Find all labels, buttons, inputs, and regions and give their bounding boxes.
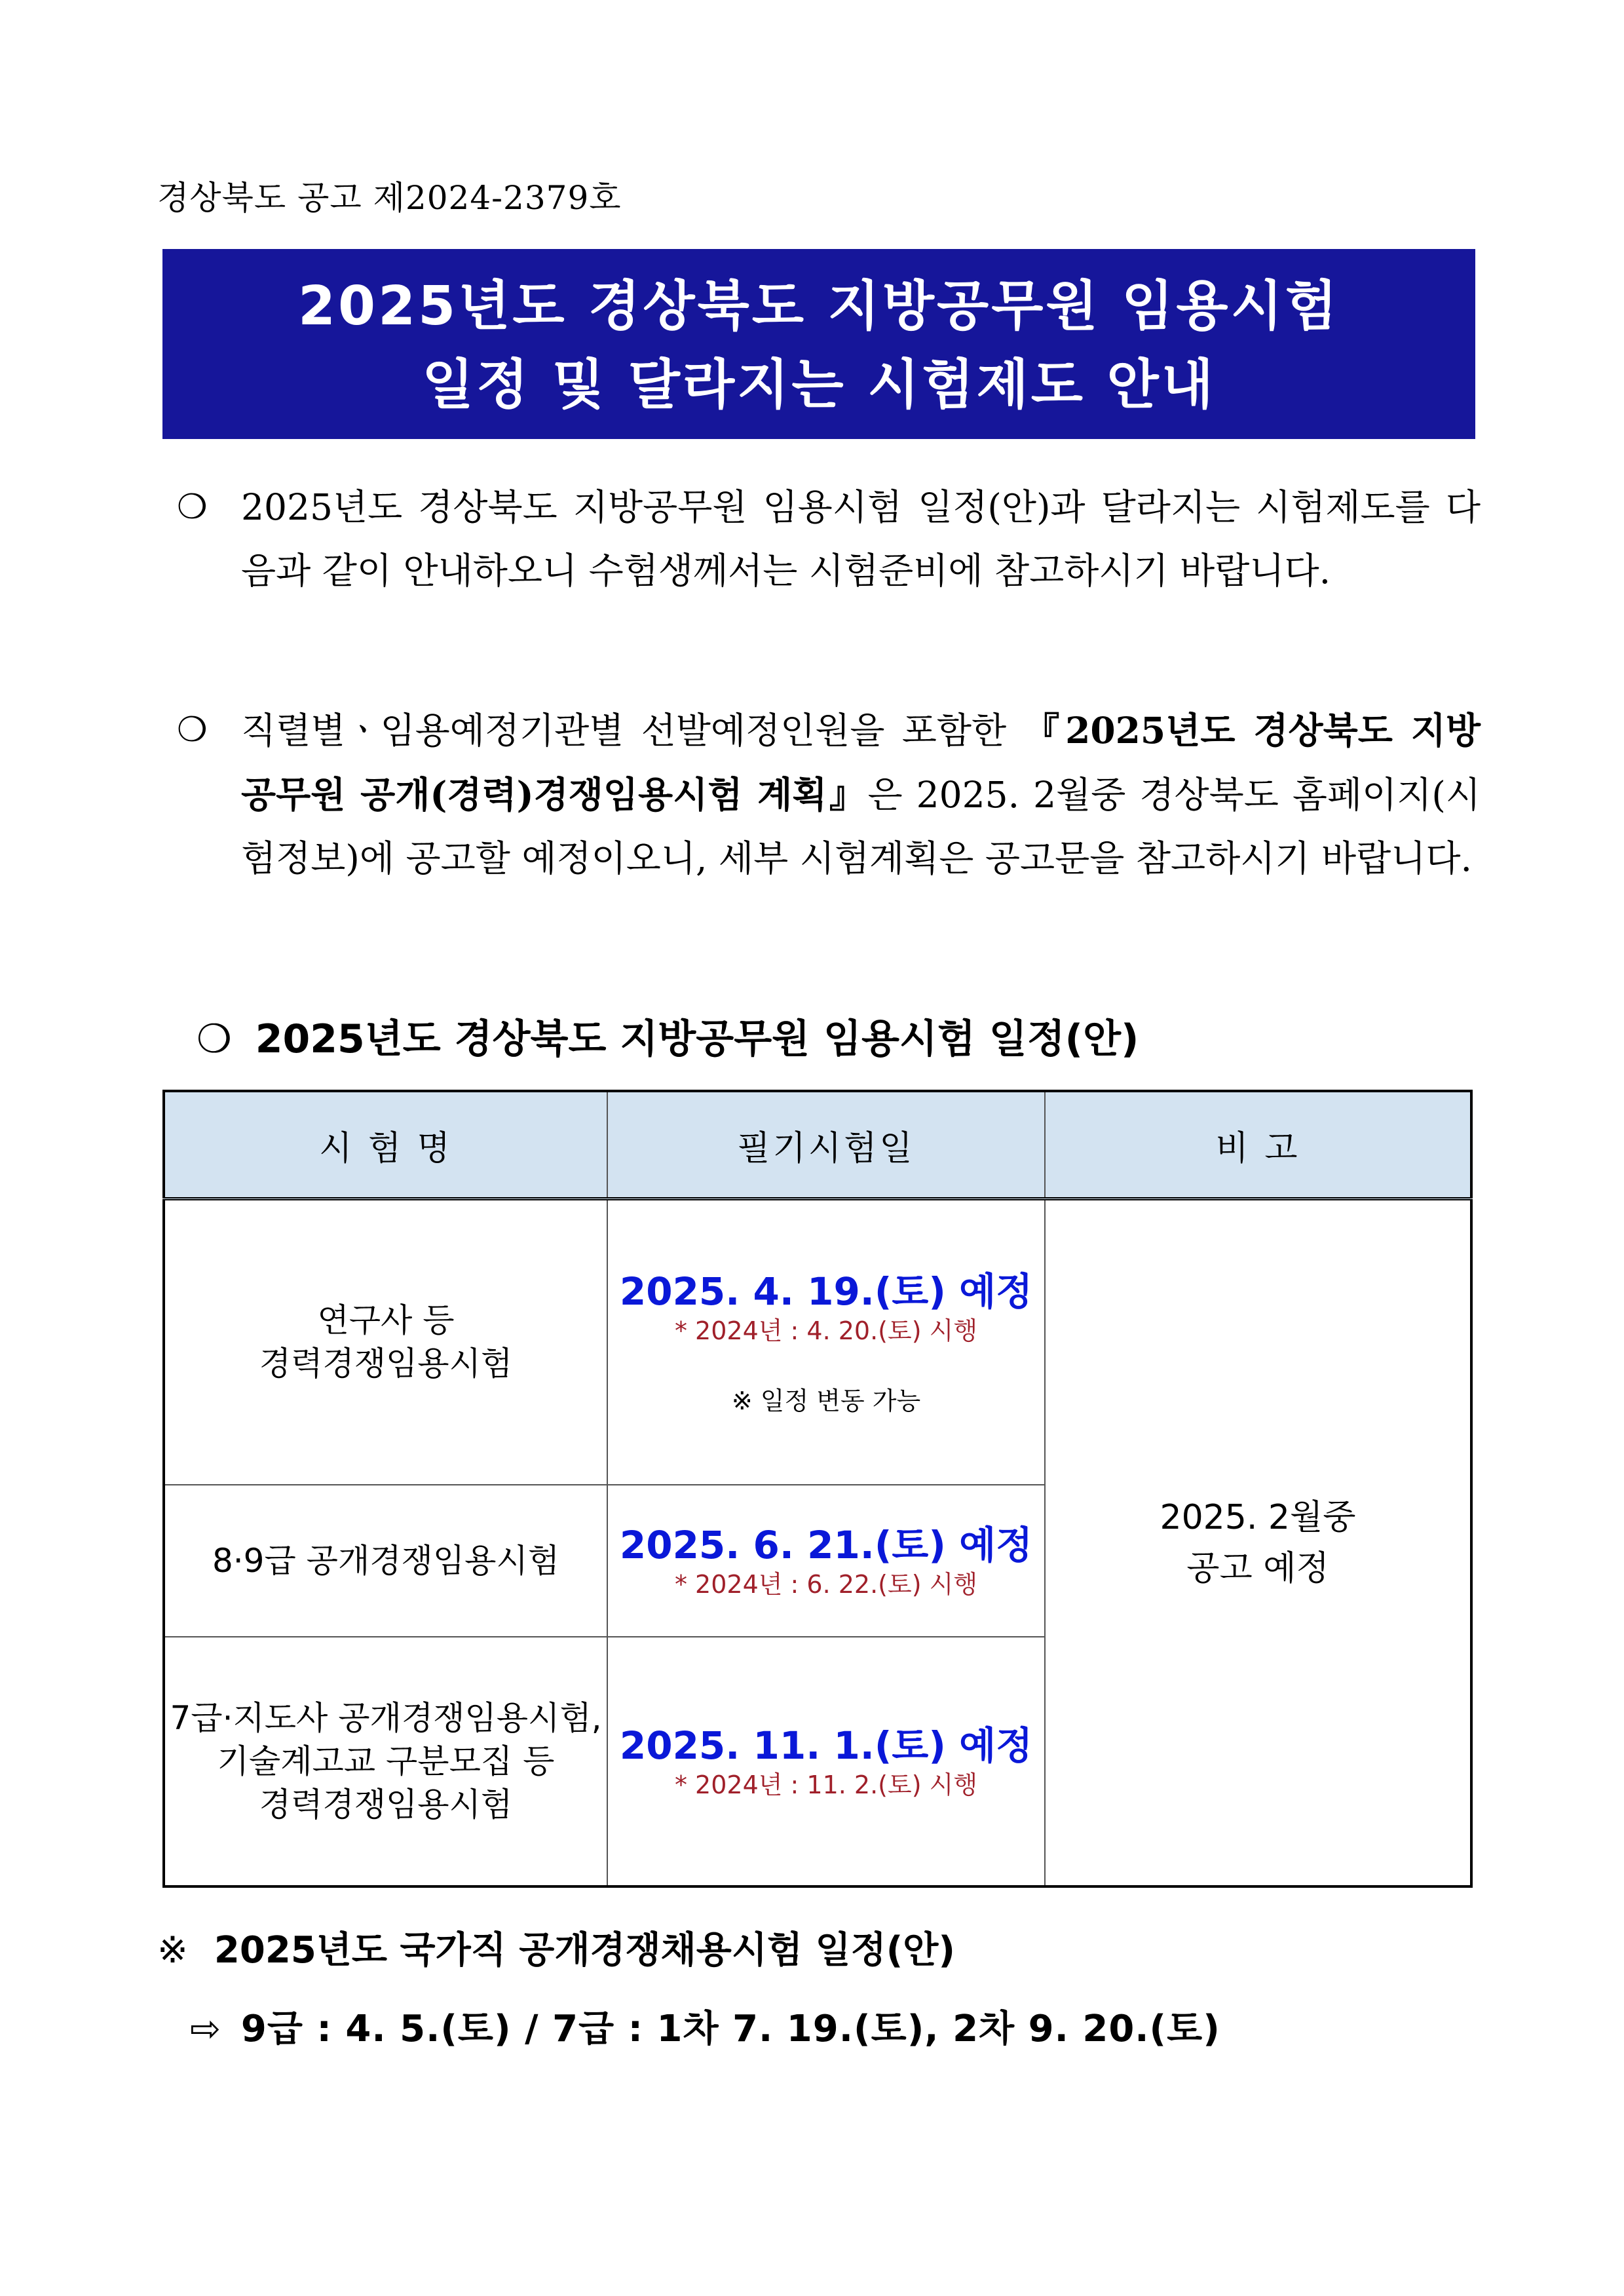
header-written-date: 필기시험일: [607, 1091, 1045, 1199]
exam-name-cell: [164, 1485, 607, 1637]
schedule-change-note: ※ 일정 변동 가능: [731, 1386, 921, 1415]
title-banner: [162, 249, 1475, 439]
national-exam-heading: [157, 1921, 955, 1974]
paragraph-2-plan-title: 『2025년도 경상북도 지방공무원 공개(경력)경쟁임용시험 계획』: [241, 709, 1481, 816]
paragraph-2-after: 은 2025. 2월중 경상북도 홈페이지(시험정보)에 공고할 예정이오니, 세부 시험계획은 공고문을 참고하시기 바랍니다.: [241, 774, 1481, 879]
paragraph-2-before: 직렬별ㆍ임용예정기관별 선발예정인원을 포함한: [241, 710, 1024, 752]
national-exam-dates: [190, 2000, 1220, 2052]
circle-bullet-icon: ❍: [177, 710, 208, 750]
prev-year-date: * 2024년 : 6. 22.(토) 시행: [674, 1569, 978, 1599]
exam-date-cell: [607, 1485, 1045, 1637]
national-exam-dates-text: 9급 : 4. 5.(토) / 7급 : 1차 7. 19.(토), 2차 9. 20.(토): [240, 2008, 1220, 2050]
schedule-heading-text: 2025년도 경상북도 지방공무원 임용시험 일정(안): [255, 1016, 1139, 1062]
exam-date-cell: [607, 1199, 1045, 1485]
remark-line: 공고 예정: [1186, 1548, 1329, 1588]
table-row: [164, 1199, 1471, 1485]
schedule-table: [162, 1090, 1473, 1888]
reference-mark-icon: ※: [157, 1929, 188, 1972]
national-exam-heading-text: 2025년도 국가직 공개경쟁채용시험 일정(안): [214, 1929, 955, 1972]
paragraph-2-text: [241, 698, 1481, 890]
exam-name-line: 기술계고교 구분모집 등: [217, 1742, 555, 1781]
exam-date: 2025. 4. 19.(토) 예정: [619, 1269, 1033, 1314]
exam-name-line: 연구사 등: [317, 1301, 455, 1340]
exam-date: 2025. 6. 21.(토) 예정: [619, 1522, 1033, 1567]
prev-year-date: * 2024년 : 11. 2.(토) 시행: [674, 1770, 978, 1800]
circle-bullet-icon: ❍: [197, 1016, 232, 1062]
exam-date: 2025. 11. 1.(토) 예정: [619, 1723, 1033, 1769]
exam-name-line: 경력경쟁임용시험: [259, 1345, 513, 1383]
exam-date-cell: [607, 1637, 1045, 1886]
title-line-1: 2025년도 경상북도 지방공무원 임용시험: [297, 275, 1340, 337]
table-header-row: [164, 1091, 1471, 1199]
exam-name-line: 8·9급 공개경쟁임용시험: [212, 1541, 560, 1580]
notice-number: 경상북도 공고 제2024-2379호: [157, 179, 622, 217]
exam-name-cell: [164, 1199, 607, 1485]
paragraph-2: [177, 698, 1481, 890]
title-line-2: 일정 및 달라지는 시험제도 안내: [422, 354, 1216, 416]
prev-year-date: * 2024년 : 4. 20.(토) 시행: [674, 1316, 978, 1345]
arrow-right-icon: ⇨: [190, 2008, 221, 2050]
exam-name-cell: [164, 1637, 607, 1886]
remark-line: 2025. 2월중: [1160, 1497, 1356, 1537]
remarks-cell: [1045, 1199, 1471, 1887]
paragraph-1: [177, 476, 1481, 603]
header-exam-name: 시 험 명: [164, 1091, 607, 1199]
exam-name-line: 7급·지도사 공개경쟁임용시험,: [170, 1699, 602, 1738]
circle-bullet-icon: ❍: [177, 488, 208, 527]
paragraph-1-text: 2025년도 경상북도 지방공무원 임용시험 일정(안)과 달라지는 시험제도를 다음과 같이 안내하오니 수험생께서는 시험준비에 참고하시기 바랍니다.: [241, 486, 1481, 592]
exam-name-line: 경력경쟁임용시험: [259, 1786, 513, 1824]
schedule-heading: [197, 1008, 1139, 1064]
header-remarks: 비 고: [1045, 1091, 1471, 1199]
